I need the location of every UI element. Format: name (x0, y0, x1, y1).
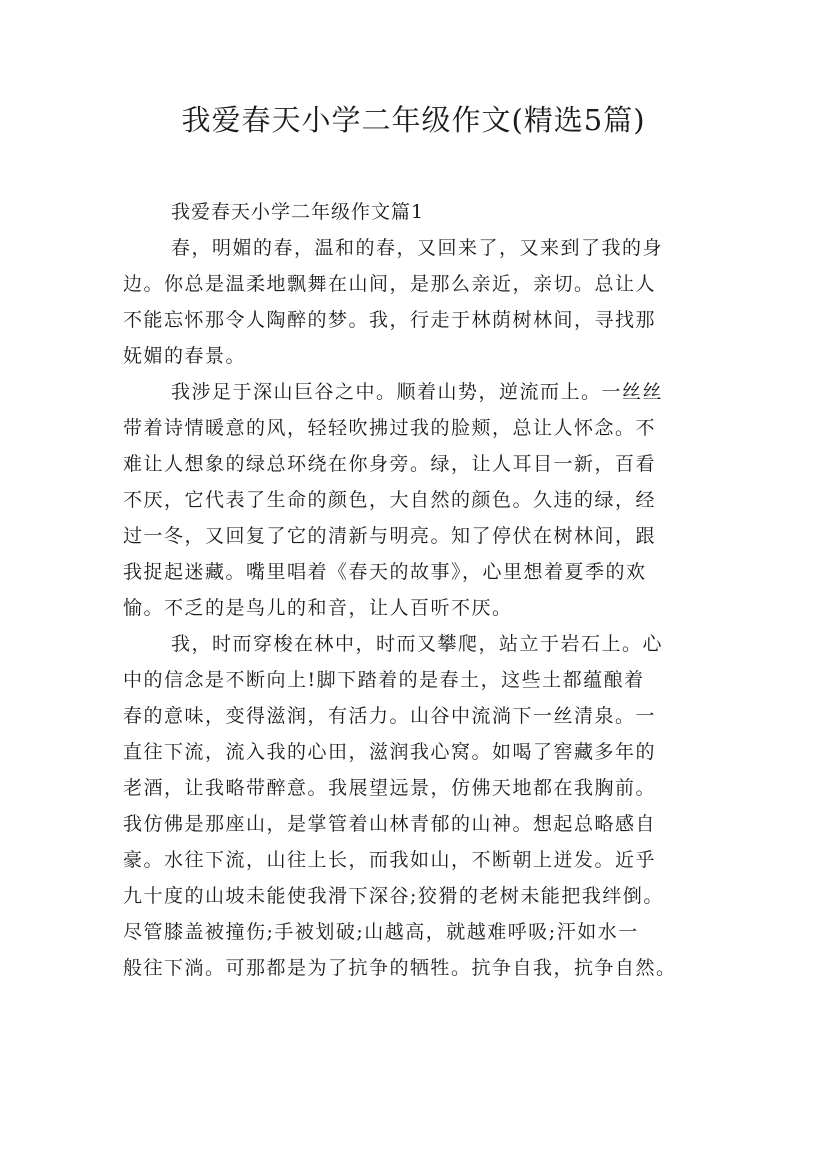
section-heading: 我爱春天小学二年级作文篇1 (171, 201, 425, 223)
text-line: 带着诗情暖意的风，轻轻吹拂过我的脸颊，总让人怀念。不 (123, 417, 657, 439)
text-line: 般往下淌。可那都是为了抗争的牺牲。抗争自我，抗争自然。 (123, 957, 677, 979)
document-title: 我爱春天小学二年级作文(精选5篇) (181, 103, 646, 137)
text-line: 难让人想象的绿总环绕在你身旁。绿，让人耳目一新，百看 (123, 453, 657, 475)
text-line: 妩媚的春景。 (123, 345, 247, 367)
text-line: 尽管膝盖被撞伤;手被划破;山越高，就越难呼吸;汗如水一 (123, 921, 639, 943)
text-line: 不能忘怀那令人陶醉的梦。我，行走于林荫树林间，寻找那 (123, 309, 657, 331)
text-line: 我涉足于深山巨谷之中。顺着山势，逆流而上。一丝丝 (171, 381, 664, 403)
text-line: 直往下流，流入我的心田，滋润我心窝。如喝了窖藏多年的 (123, 741, 657, 763)
paragraph-3 (123, 626, 713, 986)
text-line: 我捉起迷藏。嘴里唱着《春天的故事》，心里想着夏季的欢 (123, 561, 647, 583)
text-line: 不厌，它代表了生命的颜色，大自然的颜色。久违的绿，经 (123, 489, 657, 511)
text-line: 春，明媚的春，温和的春，又回来了，又来到了我的身 (171, 237, 664, 259)
paragraph-1 (123, 230, 713, 374)
text-line: 我，时而穿梭在林中，时而又攀爬，站立于岩石上。心 (171, 633, 664, 655)
paragraph-2 (123, 374, 713, 626)
text-line: 我仿佛是那座山，是掌管着山林青郁的山神。想起总略感自 (123, 813, 657, 835)
text-line: 过一冬，又回复了它的清新与明亮。知了停伏在树林间，跟 (123, 525, 657, 547)
text-line: 中的信念是不断向上!脚下踏着的是春土，这些土都蕴酿着 (123, 669, 645, 691)
text-line: 九十度的山坡未能使我滑下深谷;狡猾的老树未能把我绊倒。 (123, 885, 664, 907)
text-line: 边。你总是温柔地飘舞在山间，是那么亲近，亲切。总让人 (123, 273, 657, 295)
text-line: 老酒，让我略带醉意。我展望远景，仿佛天地都在我胸前。 (123, 777, 657, 799)
document-body (123, 194, 713, 986)
text-line: 春的意味，变得滋润，有活力。山谷中流淌下一丝清泉。一 (123, 705, 657, 727)
text-line: 愉。不乏的是鸟儿的和音，让人百听不厌。 (123, 597, 513, 619)
text-line: 豪。水往下流，山往上长，而我如山，不断朝上迸发。近乎 (123, 849, 657, 871)
